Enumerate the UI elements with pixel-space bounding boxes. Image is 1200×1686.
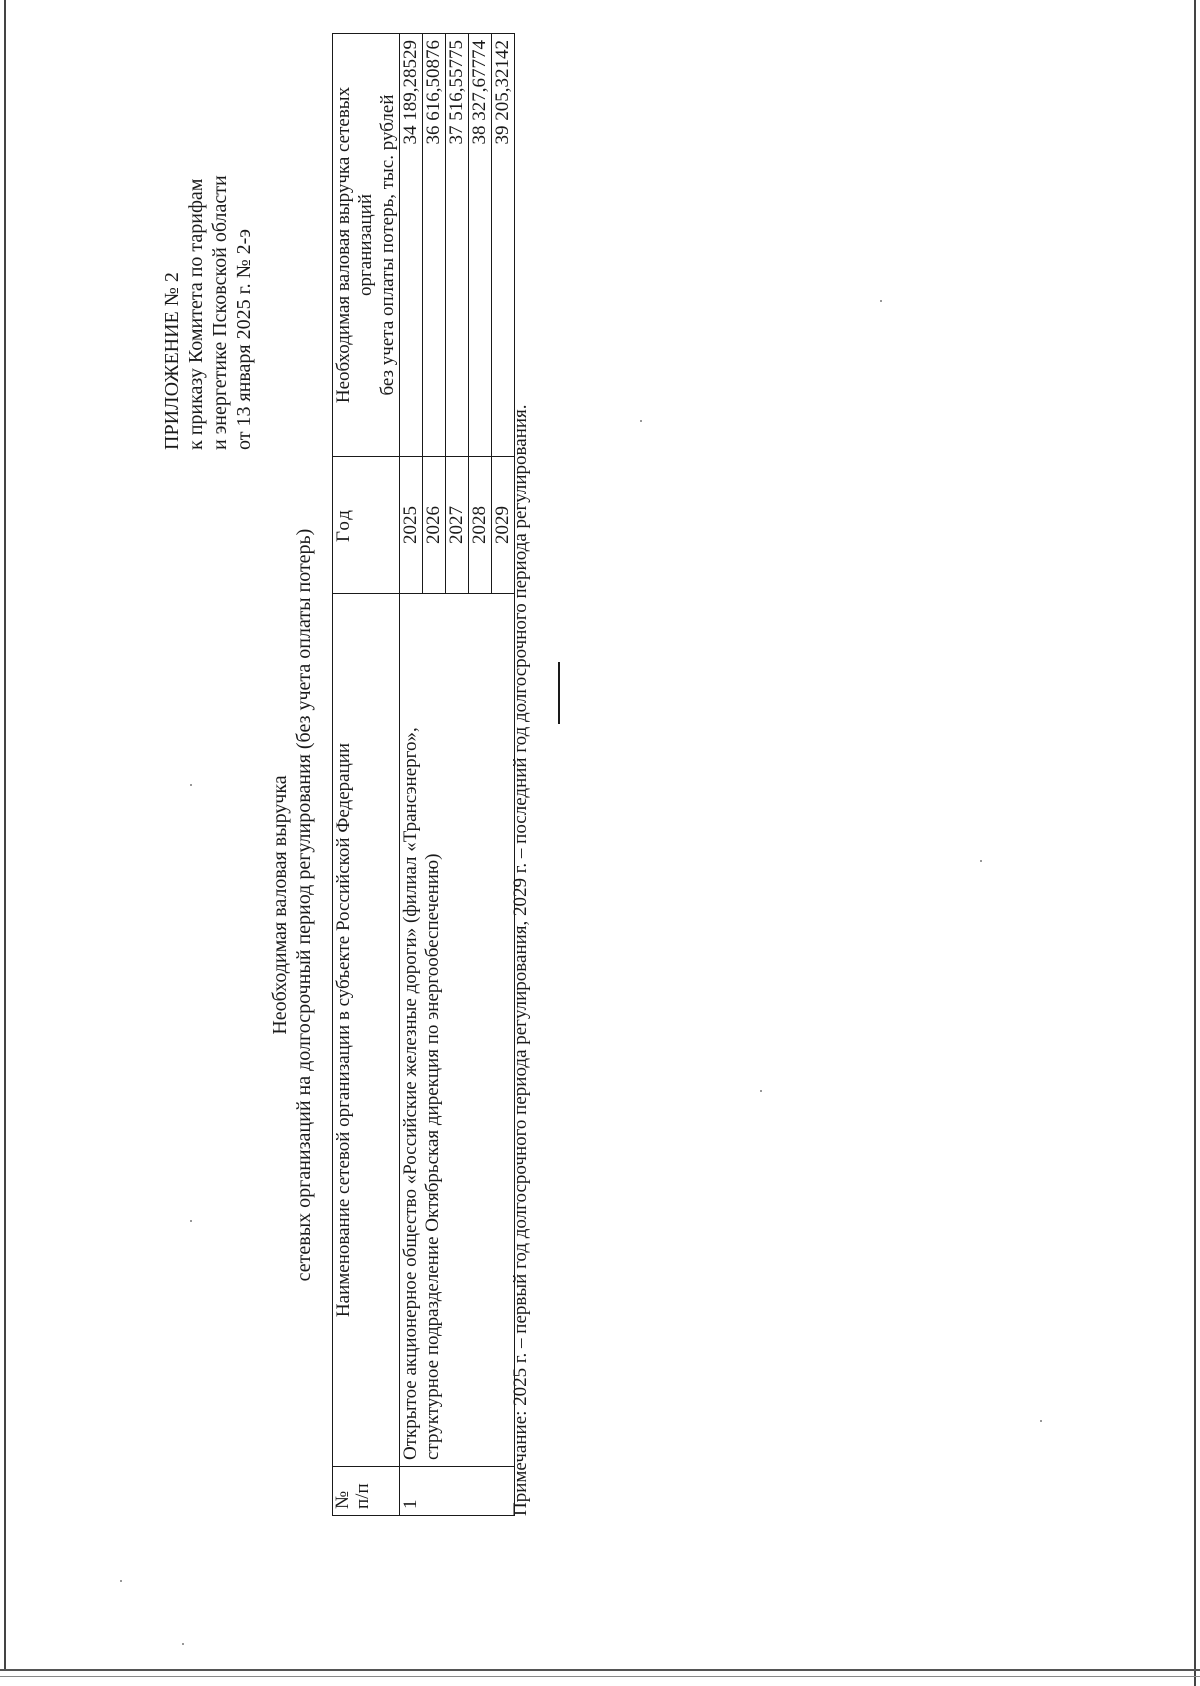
table-header-row: [333, 34, 400, 1516]
revenue-table: [332, 33, 515, 1516]
organization-name-line-1: Открытое акционерное общество «Российские железные дороги» (филиал «Трансэнерго»,: [400, 727, 421, 1460]
page-frame-bottom: [0, 1669, 1200, 1671]
revenue-cell: 34 189,28529: [400, 34, 423, 457]
header-revenue: [333, 34, 400, 457]
heading-line-2: сетевых организаций на долгосрочный период регулирования (без учета оплаты потерь): [293, 528, 315, 1282]
appendix-title: ПРИЛОЖЕНИЕ № 2: [161, 272, 183, 450]
year-cell: 2026: [423, 457, 446, 594]
footnote: Примечание: 2025 г. – первый год долгосрочного периода регулирования, 2029 г. – последний год долгосрочного периода регулирования.: [510, 404, 531, 1516]
table-row: [400, 34, 423, 1516]
heading-line-1: Необходимая валовая выручка: [269, 775, 291, 1035]
header-number-line-2: п/п: [352, 1483, 373, 1509]
header-revenue-line-1: Необходимая валовая выручка сетевых организаций: [333, 86, 376, 404]
scan-speck: [182, 1643, 184, 1645]
header-revenue-line-2: без учета оплаты потерь, тыс. рублей: [377, 94, 398, 396]
end-mark-line: [558, 662, 560, 724]
page-frame-bottom-inner: [0, 1676, 1200, 1677]
revenue-cell: 37 516,55775: [446, 34, 469, 457]
row-number: 1: [400, 1467, 515, 1516]
header-organization-name: Наименование сетевой организации в субъекте Российской Федерации: [333, 594, 400, 1467]
year-cell: 2028: [469, 457, 492, 594]
year-cell: 2025: [400, 457, 423, 594]
appendix-date-line: от 13 января 2025 г. № 2-э: [233, 229, 255, 450]
document-heading: [268, 210, 316, 1600]
appendix-line: к приказу Комитета по тарифам: [185, 178, 207, 450]
appendix-block: [160, 175, 256, 450]
year-cell: 2029: [492, 457, 515, 594]
organization-name: [400, 594, 515, 1467]
revenue-cell: 38 327,67774: [469, 34, 492, 457]
year-cell: 2027: [446, 457, 469, 594]
organization-name-line-2: структурное подразделение Октябрьская дирекция по энергообеспечению): [422, 853, 443, 1460]
header-number: [333, 1467, 400, 1516]
revenue-cell: 39 205,32142: [492, 34, 515, 457]
appendix-line: и энергетике Псковской области: [209, 175, 231, 450]
header-number-line-1: №: [332, 1490, 353, 1509]
revenue-cell: 36 616,50876: [423, 34, 446, 457]
header-year: Год: [333, 457, 400, 594]
